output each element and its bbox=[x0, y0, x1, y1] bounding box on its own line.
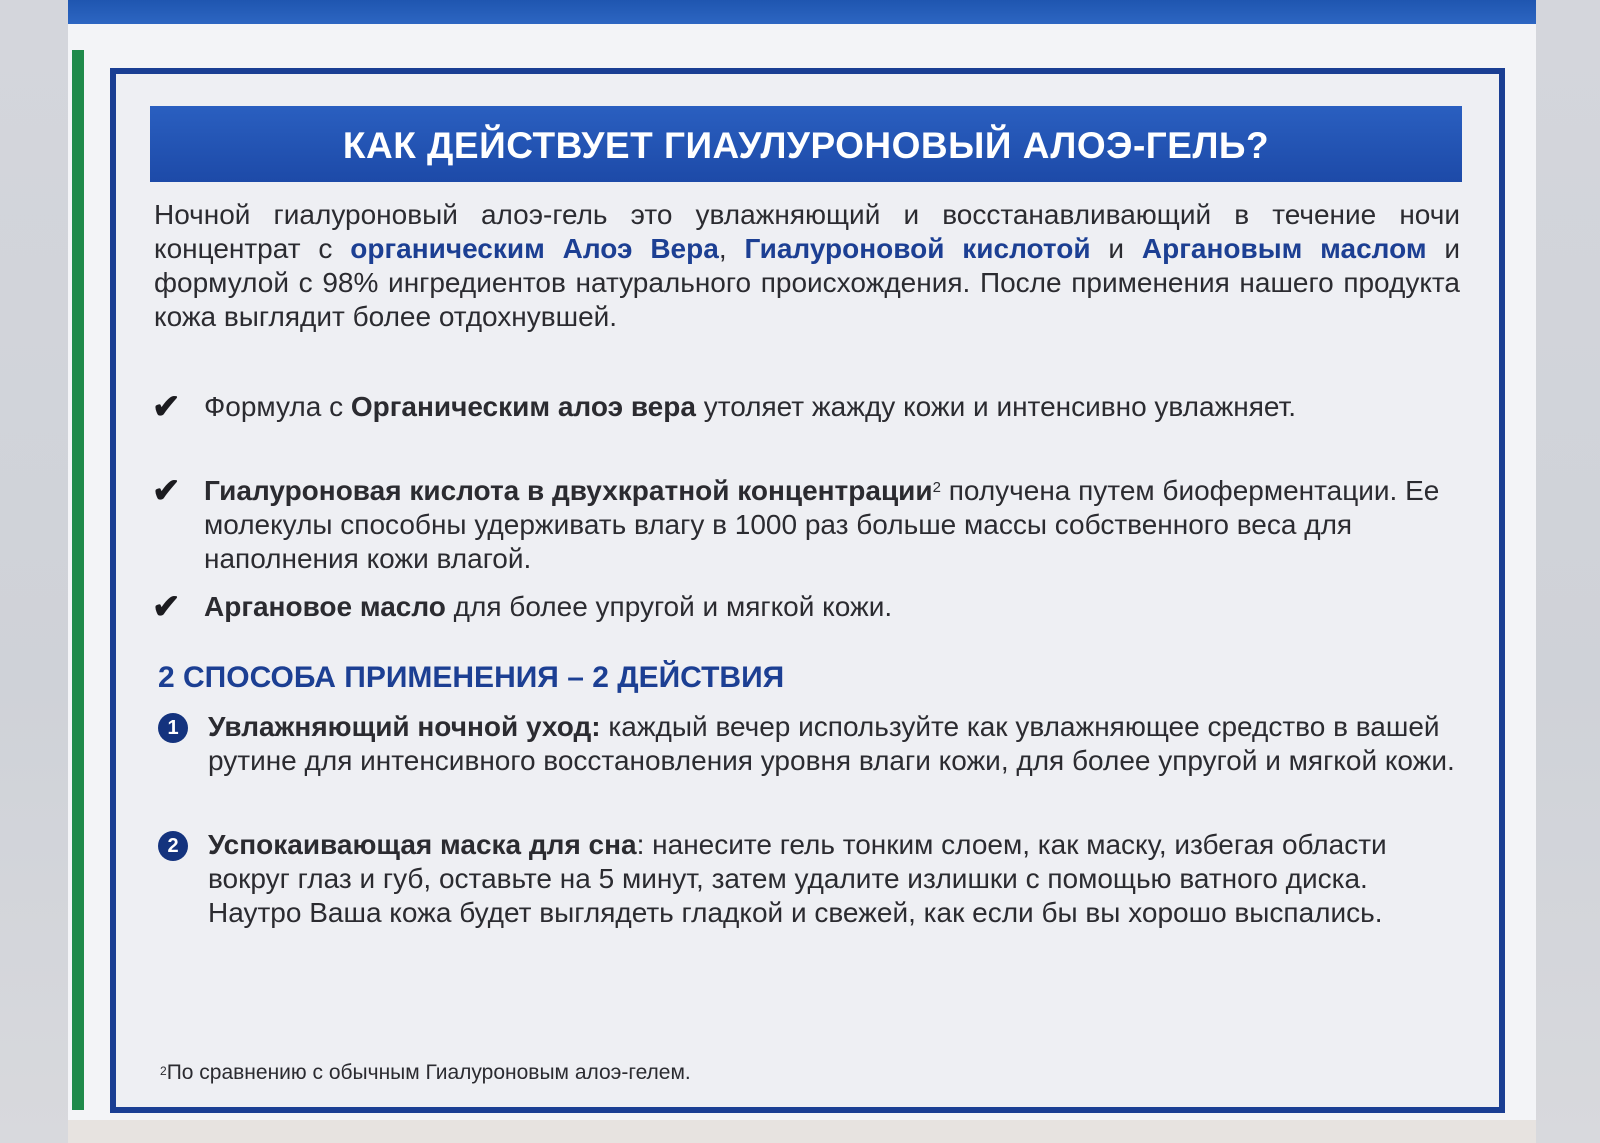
number-badge-icon: 1 bbox=[158, 713, 188, 743]
method-text bbox=[208, 828, 1460, 930]
footnote-sup: 2 bbox=[160, 1064, 167, 1078]
box-green-edge bbox=[72, 50, 84, 1110]
intro-highlight-hyaluronic: Гиалуроновой кислотой bbox=[744, 233, 1091, 264]
benefit-bold: Гиалуроновая кислота в двухкратной концентрации bbox=[204, 475, 933, 506]
benefit-post: получена путем биоферментации. Ее молекулы способны удерживать влагу в 1000 раз больше массы собственного веса для наполнения кожи влагой. bbox=[204, 475, 1440, 574]
intro-highlight-argan: Аргановым маслом bbox=[1141, 233, 1427, 264]
box-bottom-edge bbox=[68, 1120, 1536, 1143]
method-item bbox=[158, 828, 1460, 930]
method-post: : нанесите гель тонким слоем, как маску, избегая области вокруг глаз и губ, оставьте на 5 минут, затем удалите излишки с помощью ватного диска. Наутро Ваша кожа будет выглядеть гладкой и свежей, как если бы вы хорошо выспались. bbox=[208, 829, 1387, 928]
method-bold: Увлажняющий ночной уход: bbox=[208, 711, 601, 742]
benefit-text bbox=[204, 474, 1462, 576]
method-text bbox=[208, 710, 1460, 778]
section-title: 2 СПОСОБА ПРИМЕНЕНИЯ – 2 ДЕЙСТВИЯ bbox=[158, 661, 785, 694]
header-title: КАК ДЕЙСТВУЕТ ГИАУЛУРОНОВЫЙ АЛОЭ-ГЕЛЬ? bbox=[342, 125, 1270, 166]
intro-comma: , bbox=[718, 233, 745, 264]
method-bold: Успокаивающая маска для сна bbox=[208, 829, 637, 860]
checkmark-icon: ✔ bbox=[152, 588, 181, 626]
benefit-text bbox=[204, 590, 1462, 624]
benefit-pre: Формула с bbox=[204, 391, 351, 422]
benefit-post: для более упругой и мягкой кожи. bbox=[445, 591, 893, 622]
benefit-item bbox=[152, 474, 1462, 576]
intro-text-2: и bbox=[1090, 233, 1142, 264]
intro-paragraph bbox=[154, 198, 1460, 334]
method-item bbox=[158, 710, 1460, 778]
benefit-bold: Органическим алоэ вера bbox=[350, 391, 696, 422]
benefit-text bbox=[204, 390, 1462, 424]
footnote-text: По сравнению с обычным Гиалуроновым алоэ-гелем. bbox=[166, 1061, 691, 1084]
header-bar bbox=[150, 106, 1462, 182]
checkmark-icon: ✔ bbox=[152, 388, 181, 426]
benefit-bold: Аргановое масло bbox=[204, 591, 446, 622]
benefit-item bbox=[152, 590, 1462, 624]
intro-text-1: Ночной гиалуроновый алоэ-гель это увлажняющий и восстанавливающий в течение ночи концентрат с bbox=[154, 199, 1460, 264]
footnote bbox=[160, 1060, 691, 1086]
footnote-marker: 2 bbox=[932, 479, 941, 496]
benefit-post: утоляет жажду кожи и интенсивно увлажняет. bbox=[695, 391, 1297, 422]
checkmark-icon: ✔ bbox=[152, 472, 181, 510]
intro-text-3: и формулой с 98% ингредиентов натурального происхождения. После применения нашего продукта кожа выглядит более отдохнувшей. bbox=[154, 233, 1461, 332]
method-post: каждый вечер используйте как увлажняющее средство в вашей рутине для интенсивного восстановления уровня влаги кожи, для более упругой и мягкой кожи. bbox=[208, 711, 1455, 776]
intro-highlight-aloe: органическим Алоэ Вера bbox=[350, 233, 719, 264]
box-top-edge bbox=[68, 0, 1536, 24]
number-badge-icon: 2 bbox=[158, 831, 188, 861]
benefit-item bbox=[152, 390, 1462, 424]
